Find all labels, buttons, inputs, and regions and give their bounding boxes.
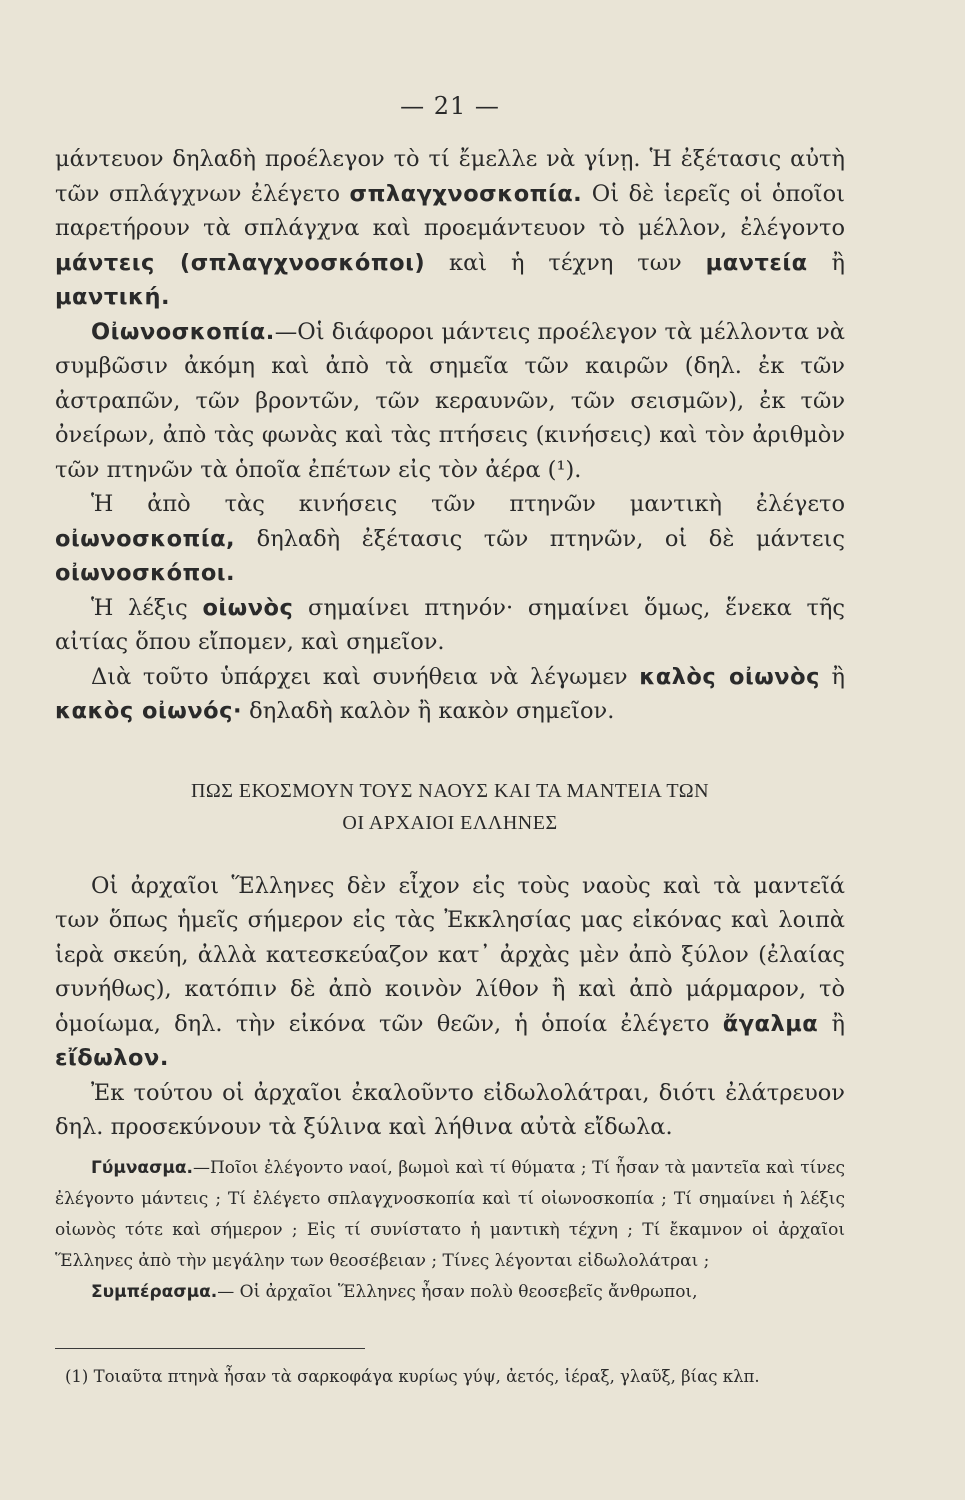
bold-term: μαντεία [705, 249, 808, 276]
text-run: ἢ [818, 1010, 845, 1037]
footnote-text: (1) Τοιαῦτα πτηνὰ ἦσαν τὰ σαρκοφάγα κυρίως γύψ, ἀετός, ἱέραξ, γλαῦξ, βίας κλπ. [65, 1366, 760, 1386]
bold-term: ἄγαλμα [722, 1010, 819, 1037]
text-run: ἢ [819, 663, 845, 690]
text-run: καὶ ἡ τέχνη των [425, 249, 706, 276]
bold-term: μάντεις (σπλαγχνοσκόποι) [55, 249, 426, 276]
paragraph-statues [55, 869, 845, 1076]
paragraph-oionoscopy [55, 315, 845, 488]
paragraph-word-oionos [55, 591, 845, 660]
text-run: σημαίνει πτηνόν· σημαίνει ὅμως, ἕνεκα τῆς αἰτίας ὅπου εἴπομεν, καὶ σημεῖον. [55, 594, 845, 655]
exercise-block [55, 1153, 845, 1308]
bold-term: οἰωνοσκοπία, [55, 525, 236, 552]
footnote-divider [55, 1348, 365, 1349]
summary-lead: Συμπέρασμα. [91, 1281, 218, 1302]
footnote [55, 1363, 845, 1390]
paragraph-good-bad-omen [55, 660, 845, 729]
main-text [55, 142, 845, 729]
text-run: Οἱ ἀρχαῖοι Ἕλληνες δὲν εἶχον εἰς τοὺς ναοὺς καὶ τὰ μαντεῖά των ὅπως ἡμεῖς σήμερον εἰς τὰς Ἐκκλησίας μας εἰκόνας καὶ λοιπὰ ἱερὰ σκεύη, ἀλλὰ κατεσκεύαζον κατ᾽ ἀρχὰς μὲν ἀπὸ ξύλον (ἐλαίας συνήθως), κατόπιν δὲ ἀπὸ κοινὸν λίθον ἢ καὶ ἀπὸ μάρμαρον, τὸ ὁμοίωμα, δηλ. τὴν εἰκόνα τῶν θεῶν, ἡ ὁποία ἐλέγετο [55, 872, 845, 1037]
text-run: δηλαδὴ καλὸν ἢ κακὸν σημεῖον. [242, 698, 615, 724]
section-heading-line: ΟΙ ΑΡΧΑΙΟΙ ΕΛΛΗΝΕΣ [342, 811, 558, 834]
bold-term: Οἰωνοσκοπία. [91, 318, 275, 345]
paragraph-splanchnoscopy [55, 142, 845, 315]
section-heading-line: ΠΩΣ ΕΚΟΣΜΟΥΝ ΤΟΥΣ ΝΑΟΥΣ ΚΑΙ ΤΑ ΜΑΝΤΕΙΑ ΤΩΝ [190, 779, 710, 802]
text-run: δηλαδὴ ἐξέτασις τῶν πτηνῶν, οἱ δὲ μάντεις [235, 525, 845, 552]
text-run: Ἡ λέξις [91, 594, 203, 621]
section-text [55, 869, 845, 1145]
exercise-paragraph [55, 1153, 845, 1277]
text-run: Διὰ τοῦτο ὑπάρχει καὶ συνήθεια νὰ λέγωμεν [91, 663, 640, 690]
page-number: — 21 — [400, 92, 500, 120]
bold-term: μαντική. [55, 284, 171, 310]
summary-paragraph [55, 1277, 845, 1308]
bold-term: σπλαγχνοσκοπία. [349, 180, 583, 207]
bold-term: εἴδωλον. [55, 1045, 169, 1071]
exercise-text: —Ποῖοι ἐλέγοντο ναοί, βωμοὶ καὶ τί θύματα ; Τί ἦσαν τὰ μαντεῖα καὶ τίνες ἐλέγοντο μάντεις ; Τί ἐλέγετο σπλαγχνοσκοπία καὶ τί οἰωνοσκοπία ; Τί σημαίνει ἡ λέξις οἰωνὸς τότε καὶ σήμερον ; Εἰς τί συνίστατο ἡ μαντικὴ τέχνη ; Τί ἔκαμνον οἱ ἀρχαῖοι Ἕλληνες ἀπὸ τὴν μεγάλην των θεοσέβειαν ; Τίνες λέγονται εἰδωλολάτραι ; [55, 1157, 845, 1271]
text-run: Ἡ ἀπὸ τὰς κινήσεις τῶν πτηνῶν μαντικὴ ἐλέγετο [91, 491, 845, 517]
text-run: μάντευον δηλαδὴ προέλεγον τὸ τί ἔμελλε νὰ γίνῃ. Ἡ ἐξέτασις αὐτὴ τῶν σπλάγχνων ἐλέγετο [55, 146, 845, 207]
text-run: Οἱ δὲ ἱερεῖς οἱ ὁποῖοι παρετήρουν τὰ σπλάγχνα καὶ προεμάντευον τὸ μέλλον, ἐλέγοντο [55, 180, 846, 241]
bold-term: οἰωνοσκόποι. [55, 560, 236, 586]
text-run: ἢ [807, 249, 845, 276]
bold-term: κακὸς οἰωνός· [55, 698, 243, 724]
bold-term: καλὸς οἰωνὸς [639, 663, 820, 690]
exercise-lead: Γύμνασμα. [91, 1157, 193, 1178]
summary-text: — Οἱ ἀρχαῖοι Ἕλληνες ἦσαν πολὺ θεοσεβεῖς ἄνθρωποι, [217, 1281, 698, 1302]
paragraph-idolaters: Ἐκ τούτου οἱ ἀρχαῖοι ἐκαλοῦντο εἰδωλολάτραι, διότι ἐλάτρευον δηλ. προσεκύνουν τὰ ξύλινα καὶ λήθινα αὐτὰ εἴδωλα. [55, 1079, 845, 1140]
bold-term: οἰωνὸς [202, 594, 294, 621]
paragraph-bird-movements [55, 487, 845, 591]
text-run: —Οἱ διάφοροι μάντεις προέλεγον τὰ μέλλοντα νὰ συμβῶσιν ἀκόμη καὶ ἀπὸ τὰ σημεῖα τῶν καιρῶν (δηλ. ἐκ τῶν ἀστραπῶν, τῶν βροντῶν, τῶν κεραυνῶν, τῶν σεισμῶν), ἐκ τῶν ὀνείρων, ἀπὸ τὰς φωνὰς καὶ τὰς πτήσεις (κινήσεις) καὶ τὸν ἀριθμὸν τῶν πτηνῶν τὰ ὁποῖα ἐπέτων εἰς τὸν ἀέρα (¹). [55, 318, 845, 483]
section-heading [55, 775, 845, 839]
